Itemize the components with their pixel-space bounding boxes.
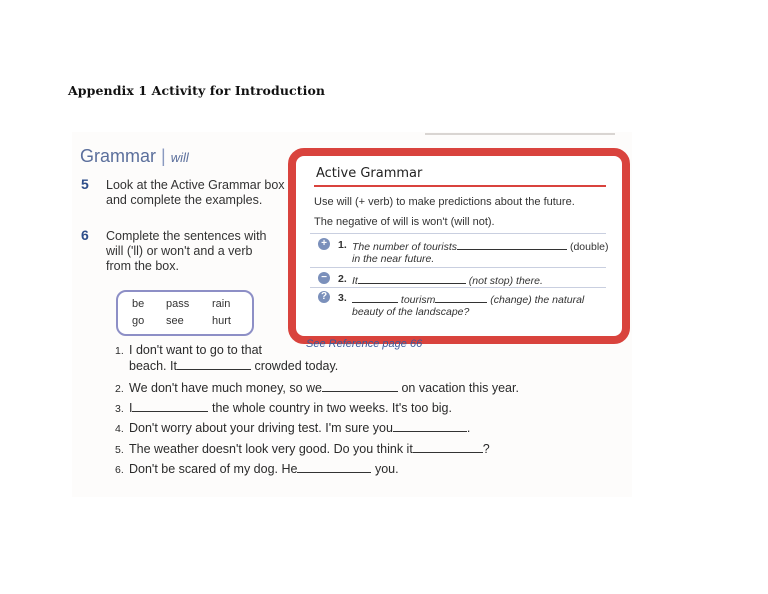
divider bbox=[310, 287, 606, 288]
example-3-text: tourism bbox=[400, 294, 436, 306]
sentence-2-text-c: on vacation this year. bbox=[401, 381, 519, 395]
sentence-5 bbox=[115, 442, 490, 456]
sentence-2-text-a: We don't have much money, so we bbox=[129, 381, 322, 395]
sentence-number: 6. bbox=[115, 464, 124, 476]
example-1-hint: (double) bbox=[569, 241, 609, 253]
question-icon: ? bbox=[318, 291, 330, 303]
task-5-line-2: and complete the examples. bbox=[106, 193, 263, 207]
sentence-3-text-c: the whole country in two weeks. It's too big. bbox=[211, 401, 452, 415]
active-grammar-rule-2: The negative of will is won't (will not). bbox=[314, 216, 495, 228]
example-3-hint: (change) the natural bbox=[490, 294, 585, 306]
scan-edge-line bbox=[425, 133, 615, 135]
sentence-1-line-1 bbox=[115, 343, 262, 357]
task-5-instruction bbox=[106, 178, 285, 208]
word-item: rain bbox=[212, 298, 231, 310]
answer-blank bbox=[132, 401, 208, 412]
word-item: hurt bbox=[212, 315, 231, 327]
task-6-instruction bbox=[106, 229, 267, 274]
sentence-1-text-b: beach. It bbox=[129, 359, 177, 373]
task-number-5: 5 bbox=[81, 176, 89, 192]
sentence-5-text-c: ? bbox=[482, 442, 490, 456]
active-grammar-rule-1: Use will (+ verb) to make predictions about the future. bbox=[314, 196, 575, 208]
word-item: go bbox=[132, 315, 145, 327]
sentence-number: 5. bbox=[115, 444, 124, 456]
answer-blank bbox=[322, 381, 398, 392]
sentence-2 bbox=[115, 381, 519, 395]
example-number: 3. bbox=[338, 292, 347, 304]
answer-blank bbox=[457, 239, 567, 250]
sentence-number: 1. bbox=[115, 345, 124, 357]
sentence-1-text-c: crowded today. bbox=[254, 359, 339, 373]
minus-icon: − bbox=[318, 272, 330, 284]
active-grammar-title: Active Grammar bbox=[316, 166, 423, 181]
word-item: pass bbox=[166, 298, 190, 310]
example-3-line-1 bbox=[352, 292, 584, 306]
task-6-line-3: from the box. bbox=[106, 259, 179, 273]
sentence-1-text-a: I don't want to go to that bbox=[129, 343, 263, 357]
answer-blank bbox=[358, 273, 466, 284]
task-number-6: 6 bbox=[81, 227, 89, 243]
answer-blank bbox=[435, 292, 487, 303]
sentence-4 bbox=[115, 421, 470, 435]
example-2-line bbox=[352, 273, 543, 287]
answer-blank bbox=[393, 421, 467, 432]
example-number: 2. bbox=[338, 273, 347, 285]
sentence-5-text-a: The weather doesn't look very good. Do you think it bbox=[129, 442, 413, 456]
answer-blank bbox=[177, 359, 251, 370]
sentence-number: 3. bbox=[115, 403, 124, 415]
sentence-6-text-a: Don't be scared of my dog. He bbox=[129, 462, 298, 476]
sentence-4-text-a: Don't worry about your driving test. I'm sure you bbox=[129, 421, 393, 435]
sentence-6 bbox=[115, 462, 399, 476]
grammar-title-text: Grammar bbox=[80, 146, 156, 166]
appendix-heading: Appendix 1 Activity for Introduction bbox=[68, 83, 326, 98]
reference-link[interactable]: See Reference page 66 bbox=[306, 338, 423, 350]
word-item: be bbox=[132, 298, 145, 310]
example-2-hint: (not stop) there. bbox=[468, 275, 543, 287]
example-3-line-2: beauty of the landscape? bbox=[352, 306, 470, 318]
sentence-number: 2. bbox=[115, 383, 124, 395]
sentence-number: 4. bbox=[115, 423, 124, 435]
sentence-4-text-c: . bbox=[466, 421, 471, 435]
answer-blank bbox=[413, 442, 483, 453]
example-1-text: The number of tourists bbox=[352, 241, 458, 253]
example-1-line-2: in the near future. bbox=[352, 253, 435, 265]
sentence-3 bbox=[115, 401, 452, 415]
divider bbox=[310, 267, 606, 268]
task-6-line-2: will ('ll) or won't and a verb bbox=[106, 244, 253, 258]
sentence-1-line-2 bbox=[129, 359, 338, 373]
task-6-line-1: Complete the sentences with bbox=[106, 229, 267, 243]
example-1-line-1 bbox=[352, 239, 609, 253]
sentence-3-text-a: I bbox=[129, 401, 133, 415]
example-2-text: It bbox=[352, 275, 358, 287]
grammar-title: Grammar | will bbox=[80, 146, 189, 166]
active-grammar-rule-line bbox=[314, 185, 606, 187]
divider bbox=[310, 233, 606, 234]
example-number: 1. bbox=[338, 239, 347, 251]
answer-blank bbox=[297, 462, 371, 473]
sentence-6-text-c: you. bbox=[374, 462, 399, 476]
word-item: see bbox=[166, 315, 184, 327]
active-grammar-box bbox=[288, 148, 630, 344]
grammar-subtitle: will bbox=[170, 150, 189, 165]
plus-icon: + bbox=[318, 238, 330, 250]
task-5-line-1: Look at the Active Grammar box bbox=[106, 178, 285, 192]
answer-blank bbox=[352, 292, 398, 303]
word-box bbox=[116, 290, 254, 336]
